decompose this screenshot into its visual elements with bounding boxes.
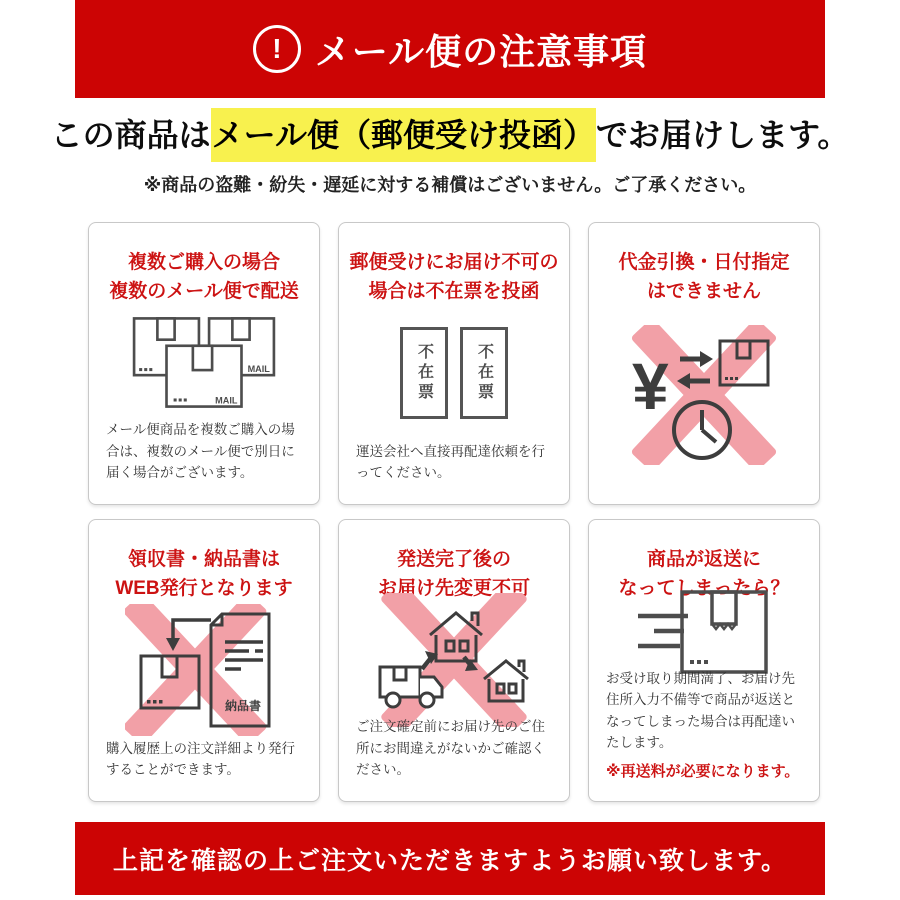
no-paper-invoice-icon (125, 603, 283, 738)
card-title: 発送完了後の お届け先変更不可 (377, 549, 530, 599)
card-absence-slip (338, 222, 570, 505)
card-title: 複数ご購入の場合 複数のメール便で配送 (109, 252, 299, 302)
absence-slip: 不在票 (400, 327, 448, 419)
card-body: メール便商品を複数ご購入の場合は、複数のメール便で別日に届く場合がございます。 (106, 422, 295, 481)
returned-package-icon (634, 603, 774, 668)
no-address-change-icon (372, 603, 536, 716)
card-body: 運送会社へ直接再配達依頼を行ってください。 (356, 443, 545, 481)
card-body: 購入履歴上の注文詳細より発行することができます。 (106, 740, 295, 778)
footer-text: 上記を確認の上ご注文いただきますようお願い致します。 (112, 846, 787, 875)
card-no-address-change (338, 519, 570, 802)
intro-disclaimer: ※商品の盗難・紛失・遅延に対する補償はございません。ご了承ください。 (143, 175, 757, 195)
absence-slip: 不在票 (460, 327, 508, 419)
notice-title: メール便の注意事項 (314, 30, 648, 72)
card-body: お受け取り期間満了、お届け先住所入力不備等で商品が返送となってしまった場合は再配達いたします。 (606, 670, 795, 751)
mail-boxes-icon (128, 306, 280, 419)
card-resend-fee-note: ※再送料が必要になります。 (606, 763, 800, 780)
card-web-invoice (88, 519, 320, 802)
intro-heading-post: でお届けします。 (595, 117, 850, 153)
card-body: ご注文確定前にお届け先のご住所にお間違えがないかご確認ください。 (356, 719, 545, 778)
card-title: 商品が返送に なってしまったら？ (618, 549, 790, 599)
svg-text:MAIL: MAIL (215, 395, 238, 406)
card-title: 領収書・納品書は WEB発行となります (115, 549, 293, 599)
absence-slips-icon (400, 306, 508, 441)
svg-text:¥: ¥ (632, 349, 669, 423)
card-no-cod-date (588, 222, 820, 505)
card-title: 代金引換・日付指定 はできません (618, 252, 790, 302)
exclamation-circle-icon: ! (253, 25, 301, 73)
notice-cards-grid (88, 222, 820, 802)
card-multiple-purchase (88, 222, 320, 505)
no-cod-no-date-icon (626, 306, 782, 484)
notice-footer-banner (75, 822, 825, 895)
intro-heading-highlight: メール便（郵便受け投函） (211, 108, 596, 162)
card-returned-package (588, 519, 820, 802)
intro-heading (0, 110, 900, 156)
notice-header-banner (75, 0, 825, 98)
intro-heading-pre: この商品は (50, 117, 211, 153)
svg-text:MAIL: MAIL (247, 363, 270, 374)
card-title: 郵便受けにお届け不可の 場合は不在票を投函 (349, 252, 559, 302)
svg-text:納品書: 納品書 (225, 699, 262, 714)
